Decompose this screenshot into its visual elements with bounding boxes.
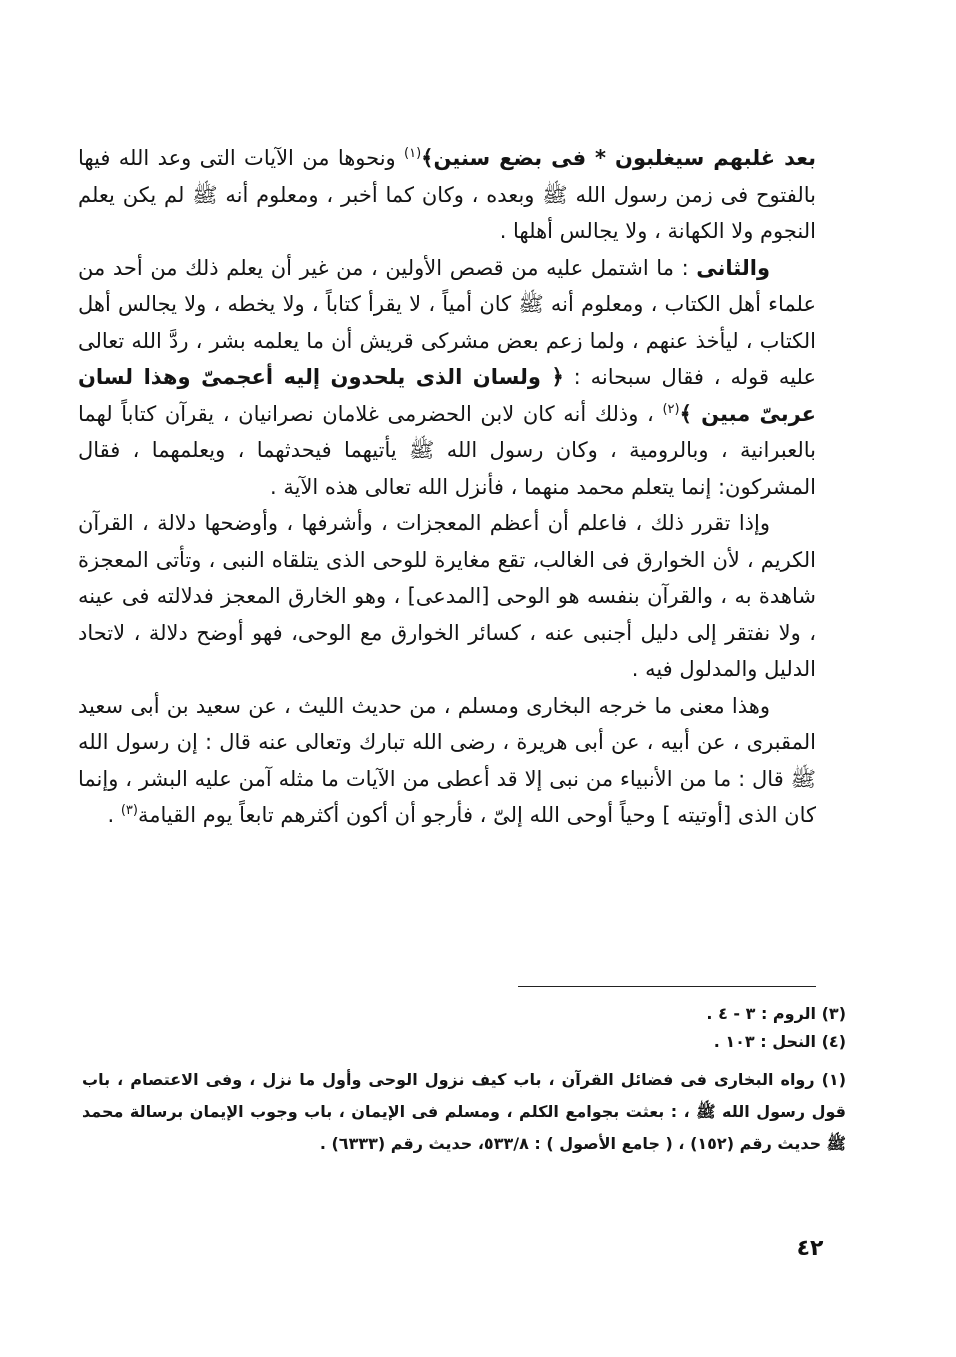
footnote-4: (٤) النحل : ١٠٣ . [713,1032,846,1051]
paragraph-2 [78,250,816,506]
paragraph-4 [78,688,816,834]
main-text [78,140,816,834]
footnote-marker-3: (٣) [120,803,138,818]
paragraph-2-label: والثانى [696,255,770,280]
footnote-marker-1: (١) [404,146,422,161]
quran-verse: ﴿ ولسان الذى يلحدون إليه أعجمىّ وهذا لسان عربىّ مبين ﴾ [78,365,816,426]
paragraph-2-text-a: : ما اشتمل عليه من قصص الأولين ، من غير أن يعلم ذلك من أحد من علماء أهل الكتاب ، ومعلوم أنه ﷺ كان أمياً ، لا يقرأ كتاباً ، ولا يخطه ، ولا يجالس أهل الكتاب ، ليأخذ عنهم ، ولما زعم بعض مشركى قريش أن ما يعلمه بشر ، ردَّ الله تعالى عليه قوله ، فقال سبحانه : [78,255,816,389]
footnotes [82,1000,846,1160]
quran-verse-end: بعد غلبهم سيغلبون * فى بضع سنين [433,146,816,170]
paragraph-2-text-b: ، وذلك أنه كان لابن الحضرمى غلامان نصرانيان ، يقرآن كتاباً لهما بالعبرانية ، وبالرومية ، وكان رسول الله ﷺ يأتيهما فيحدثهما ، ويعلمهما ، فقال المشركون: إنما يتعلم محمد منهما ، فأنزل الله تعالى هذه الآية . [78,401,816,499]
footnote-3: (٣) الروم : ٣ - ٤ . [706,1004,846,1023]
paragraph-4-end: . [107,803,121,827]
footnote-1: (١) رواه البخارى فى فضائل القرآن ، باب كيف نزول الوحى وأول ما نزل ، وفى الاعتصام ، باب قول رسول الله ﷺ ، : بعثت بجوامع الكلم ، ومسلم فى الإيمان ، باب وجوب الإيمان برسالة محمد ﷺ حديث رقم (١٥٢) ، ( جامع الأصول ) : ٥٣٣/٨، حديث رقم (٦٣٣٣) . [82,1070,846,1153]
paragraph-3: وإذا تقرر ذلك ، فاعلم أن أعظم المعجزات ، وأشرفها ، وأوضحها دلالة ، القرآن الكريم ، لأن الخوارق فى الغالب، تقع مغايرة للوحى الذى يتلقاه النبى ، وتأتى المعجزة شاهدة به ، والقرآن بنفسه هو الوحى [المدعى] ، وهو الخارق المعجز فدلالته فى عينه ، ولا نفتقر إلى دليل أجنبى عنه ، كسائر الخوارق مع الوحى، فهو أوضح دلالة ، لاتحاد الدليل والمدلول فيه . [78,511,816,681]
paragraph-1-text: ونحوها من الآيات التى وعد الله فيها بالفتوح فى زمن رسول الله ﷺ وبعده ، وكان كما أخبر ، ومعلوم أنه ﷺ لم يكن يعلم النجوم ولا الكهانة ، ولا يجالس أهلها . [78,146,816,243]
paragraph-4-text: وهذا معنى ما خرجه البخارى ومسلم ، من حديث الليث ، عن سعيد بن أبى سعيد المقبرى ، عن أبيه ، عن أبى هريرة ، رضى الله تبارك وتعالى عنه قال : إن رسول الله ﷺ قال : ما من الأنبياء من نبى إلا قد أعطى من الآيات ما مثله آمن عليه البشر ، وإنما كان الذى [أوتيته ] وحياً أوحى الله إلىّ ، فأرجو أن أكون أكثرهم تابعاً يوم القيامة [78,693,816,827]
footnote-marker-2: (٢) [662,401,680,417]
footnote-separator [518,986,816,987]
paragraph-1: بعد غلبهم سيغلبون * فى بضع سنين﴾$^{(١)}$ ونحوها من الآيات التى وعد الله فيها بالفتوح فى زمن رسول الله ﷺ وبعده ، وكان كما أخبر ، ومعلوم أنه ﷺ لم يكن يعلم النجوم ولا الكهانة ، ولا يجالس أهلها . [78,146,816,243]
page-number: ٤٢ [796,1236,824,1261]
